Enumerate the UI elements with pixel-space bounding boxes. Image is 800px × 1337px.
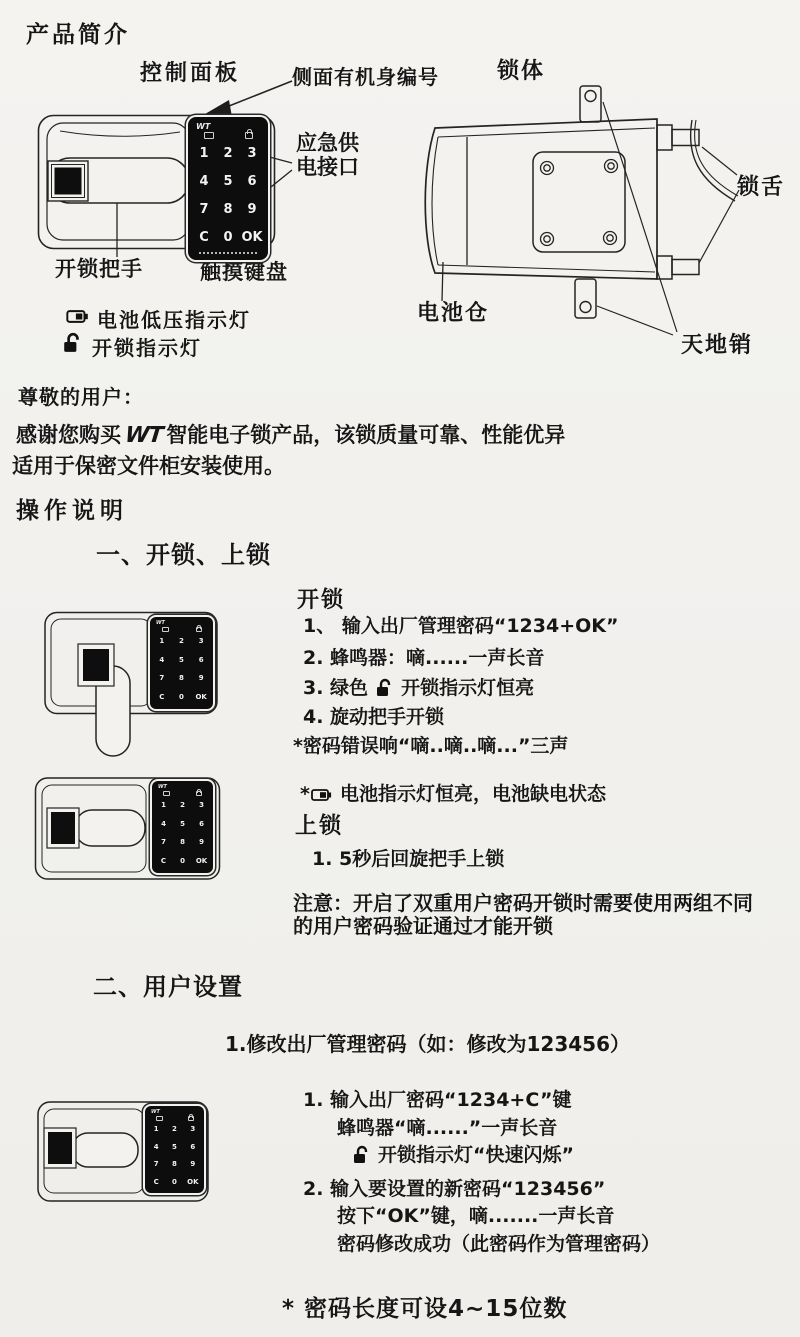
keypad-key-OK: OK [195, 857, 208, 866]
keypad-key-2: 2 [179, 636, 184, 645]
lock-body-outline [425, 119, 657, 279]
keypad-key-0: 0 [179, 693, 184, 702]
keypad-key-3: 3 [199, 800, 204, 809]
touch-keypad-small-3 [145, 1106, 204, 1193]
keypad-footer-dots [199, 252, 257, 254]
mounting-plate [533, 152, 625, 252]
set-step-2-line-2: 按下“OK”键，嘀.......一声长音 [337, 1205, 615, 1227]
keypad-key-1: 1 [153, 1125, 159, 1134]
keypad-key-2: 2 [172, 1125, 177, 1134]
keypad-key-C: C [159, 693, 165, 702]
section1-heading: 一、开锁、上锁 [96, 541, 271, 569]
lock-face-plate [47, 123, 189, 240]
keypad-key-4: 4 [153, 1142, 159, 1151]
keypad-keys [147, 1121, 202, 1191]
lock-step-1: 1. 5秒后回旋把手上锁 [312, 848, 505, 870]
pins-leader-top [603, 102, 677, 332]
keypad-key-2: 2 [223, 145, 233, 161]
bottom-bolt [672, 260, 699, 275]
latch-cable-line-1 [691, 120, 735, 201]
fingerprint-sensor [51, 812, 75, 844]
legend-unlock-indicator: 开锁指示灯 [92, 336, 202, 360]
keypad-key-7: 7 [199, 202, 209, 218]
label-pins: 天地销 [681, 333, 754, 358]
touch-keypad-small-1 [150, 617, 213, 709]
label-handle: 开锁把手 [55, 257, 143, 281]
keypad-key-3: 3 [198, 636, 204, 645]
unlock-step-3-pre: 3. 绿色 [303, 677, 369, 699]
keypad-key-C: C [160, 857, 167, 866]
keypad-key-2: 2 [180, 800, 185, 809]
keypad-key-0: 0 [172, 1177, 177, 1186]
mounting-screws [541, 160, 618, 246]
label-battery-compartment: 电池仓 [417, 301, 490, 326]
keypad-key-0: 0 [180, 857, 185, 866]
unlock-step-3-post: 开锁指示灯恒亮 [401, 677, 535, 699]
keypad-key-8: 8 [223, 202, 233, 218]
keypad-key-7: 7 [153, 1160, 159, 1169]
page-title: 产品简介 [26, 22, 130, 48]
keypad-key-6: 6 [247, 173, 257, 189]
battery-note-line [300, 779, 606, 806]
unlock-step-3 [303, 673, 534, 700]
unlock-handle-horizontal [72, 1133, 138, 1167]
unlock-indicator-icon [376, 678, 393, 697]
keypad-brand-logo: WT [151, 1109, 160, 1115]
label-touch-keypad: 触摸键盘 [200, 260, 288, 284]
set-step-2-line-1: 2. 输入要设置的新密码“123456” [303, 1178, 606, 1200]
top-pin-tab [580, 86, 601, 122]
keypad-key-7: 7 [161, 838, 166, 847]
top-bolt-base [657, 125, 672, 150]
bolt-leader-top [702, 147, 737, 175]
keypad-key-8: 8 [172, 1160, 177, 1169]
keypad-key-6: 6 [190, 1142, 196, 1151]
unlock-step-2: 2. 蜂鸣器：嘀......一声长音 [303, 647, 545, 669]
keypad-key-1: 1 [161, 800, 166, 809]
pins-leader-bottom [597, 306, 673, 335]
fingerprint-frame [78, 644, 114, 686]
unlock-handle-horizontal [75, 810, 145, 846]
keypad-keys [192, 139, 264, 252]
lock-title: 上锁 [295, 814, 344, 839]
wrong-password-note: *密码错误响“嘀..嘀..嘀...”三声 [293, 735, 569, 757]
brand-logo-text: WT [123, 423, 164, 448]
lock-face-plate [51, 619, 151, 706]
battery-low-indicator-icon [66, 309, 89, 328]
keypad-key-5: 5 [180, 819, 185, 828]
keypad-key-4: 4 [199, 173, 209, 189]
keypad-key-OK: OK [195, 693, 207, 702]
keypad-brand-logo: WT [156, 620, 165, 626]
label-emergency-power-2: 电接口 [296, 155, 359, 179]
keypad-lock-icon [188, 1116, 194, 1121]
set-step-1-line-1: 1. 输入出厂密码“1234+C”键 [303, 1089, 572, 1111]
keypad-key-C: C [153, 1177, 159, 1186]
notice-line-2: 的用户密码验证通过才能开锁 [293, 914, 553, 938]
label-control-panel: 控制面板 [140, 61, 241, 86]
lock-face-plate [42, 785, 146, 872]
keypad-keys [154, 796, 211, 871]
keypad-lock-icon [196, 627, 202, 632]
unlock-title: 开锁 [297, 588, 346, 613]
battery-note-text: 电池指示灯恒亮，电池缺电状态 [339, 783, 606, 805]
keypad-key-OK: OK [241, 230, 263, 246]
touch-keypad-small-2 [152, 781, 213, 873]
keypad-lock-icon [245, 132, 253, 139]
keypad-status-icons [192, 132, 264, 139]
keypad-key-9: 9 [190, 1160, 196, 1169]
intro-thanks-suffix: 智能电子锁产品，该锁质量可靠、性能优异 [166, 423, 566, 447]
bottom-pin-tab [575, 279, 596, 318]
keypad-key-6: 6 [199, 819, 204, 828]
keypad-brand-logo: WT [158, 784, 167, 790]
intro-thanks-line [16, 419, 565, 449]
latch-cable-line-2 [695, 120, 738, 196]
unlock-indicator-icon [353, 1145, 370, 1164]
keypad-keys [152, 632, 211, 707]
section2-heading: 二、用户设置 [93, 973, 243, 1001]
keypad-key-0: 0 [223, 230, 233, 246]
unlock-indicator-icon [63, 332, 82, 357]
intro-thanks-prefix: 感谢您购买 [16, 423, 121, 447]
label-emergency-power-1: 应急供 [296, 131, 359, 155]
keypad-key-3: 3 [190, 1125, 196, 1134]
unlock-step-1: 1、 输入出厂管理密码“1234+OK” [303, 615, 619, 637]
bottom-bolt-base [657, 256, 672, 279]
serial-arrow-head [205, 100, 232, 117]
top-pin-hole [585, 91, 596, 102]
keypad-key-9: 9 [199, 838, 204, 847]
set-step-2-line-3: 密码修改成功（此密码作为管理密码） [337, 1233, 661, 1255]
fingerprint-sensor [83, 649, 109, 681]
notice-line-1: 注意：开启了双重用户密码开锁时需要使用两组不同 [293, 891, 753, 915]
keypad-key-8: 8 [179, 674, 184, 683]
fingerprint-frame [47, 808, 79, 848]
keypad-key-9: 9 [198, 674, 204, 683]
label-bolt: 锁舌 [737, 175, 786, 200]
label-lock-body: 锁体 [497, 59, 546, 84]
keypad-brand-logo: WT [196, 122, 211, 131]
unlock-handle-shape [48, 158, 189, 203]
intro-line2: 适用于保密文件柜安装使用。 [12, 454, 285, 478]
fingerprint-sensor [55, 168, 82, 195]
unlock-step-4: 4. 旋动把手开锁 [303, 706, 445, 728]
face-accent-line [60, 131, 180, 136]
keypad-key-6: 6 [198, 655, 204, 664]
fingerprint-sensor [48, 1132, 72, 1164]
lock-face-plate [44, 1109, 144, 1193]
battery-note-star: * [300, 783, 310, 805]
set-step-1-line-3 [353, 1140, 574, 1167]
label-side-serial: 侧面有机身编号 [292, 65, 439, 89]
password-length-note: * 密码长度可设4~15位数 [282, 1296, 568, 1322]
keypad-key-OK: OK [187, 1177, 199, 1186]
set-step-1-line-3-text: 开锁指示灯“快速闪烁” [378, 1144, 574, 1166]
fingerprint-inner-frame [52, 165, 85, 198]
section2-subheading: 1.修改出厂管理密码（如：修改为123456） [225, 1032, 631, 1056]
keypad-key-1: 1 [159, 636, 165, 645]
keypad-key-7: 7 [159, 674, 165, 683]
keypad-key-1: 1 [199, 145, 209, 161]
bottom-edge-line [438, 265, 655, 272]
keypad-key-3: 3 [247, 145, 257, 161]
battery-compartment-curve [432, 137, 438, 265]
bolt-leader-bottom [699, 190, 739, 263]
keypad-key-5: 5 [179, 655, 184, 664]
battery-low-indicator-icon [311, 788, 332, 802]
keypad-lock-icon [196, 791, 202, 796]
intro-salutation: 尊敬的用户： [18, 385, 144, 409]
keypad-battery-icon [204, 132, 214, 139]
ops-title: 操作说明 [16, 498, 128, 524]
top-bolt [672, 130, 699, 146]
keypad-key-4: 4 [159, 655, 165, 664]
keypad-key-8: 8 [180, 838, 185, 847]
keypad-key-5: 5 [223, 173, 233, 189]
fingerprint-frame [44, 1128, 76, 1168]
fingerprint-frame [48, 161, 88, 201]
touch-keypad-main [188, 117, 268, 260]
keypad-key-9: 9 [247, 202, 257, 218]
unlock-handle-down [96, 666, 130, 756]
top-edge-line [438, 128, 655, 137]
keypad-key-5: 5 [172, 1142, 177, 1151]
bottom-pin-hole [580, 302, 591, 313]
keypad-key-4: 4 [161, 819, 166, 828]
emergency-leader-2 [266, 170, 292, 191]
keypad-key-C: C [199, 230, 209, 246]
set-step-1-line-2: 蜂鸣器“嘀......”一声长音 [337, 1117, 558, 1139]
legend-battery-low: 电池低压指示灯 [97, 308, 251, 332]
